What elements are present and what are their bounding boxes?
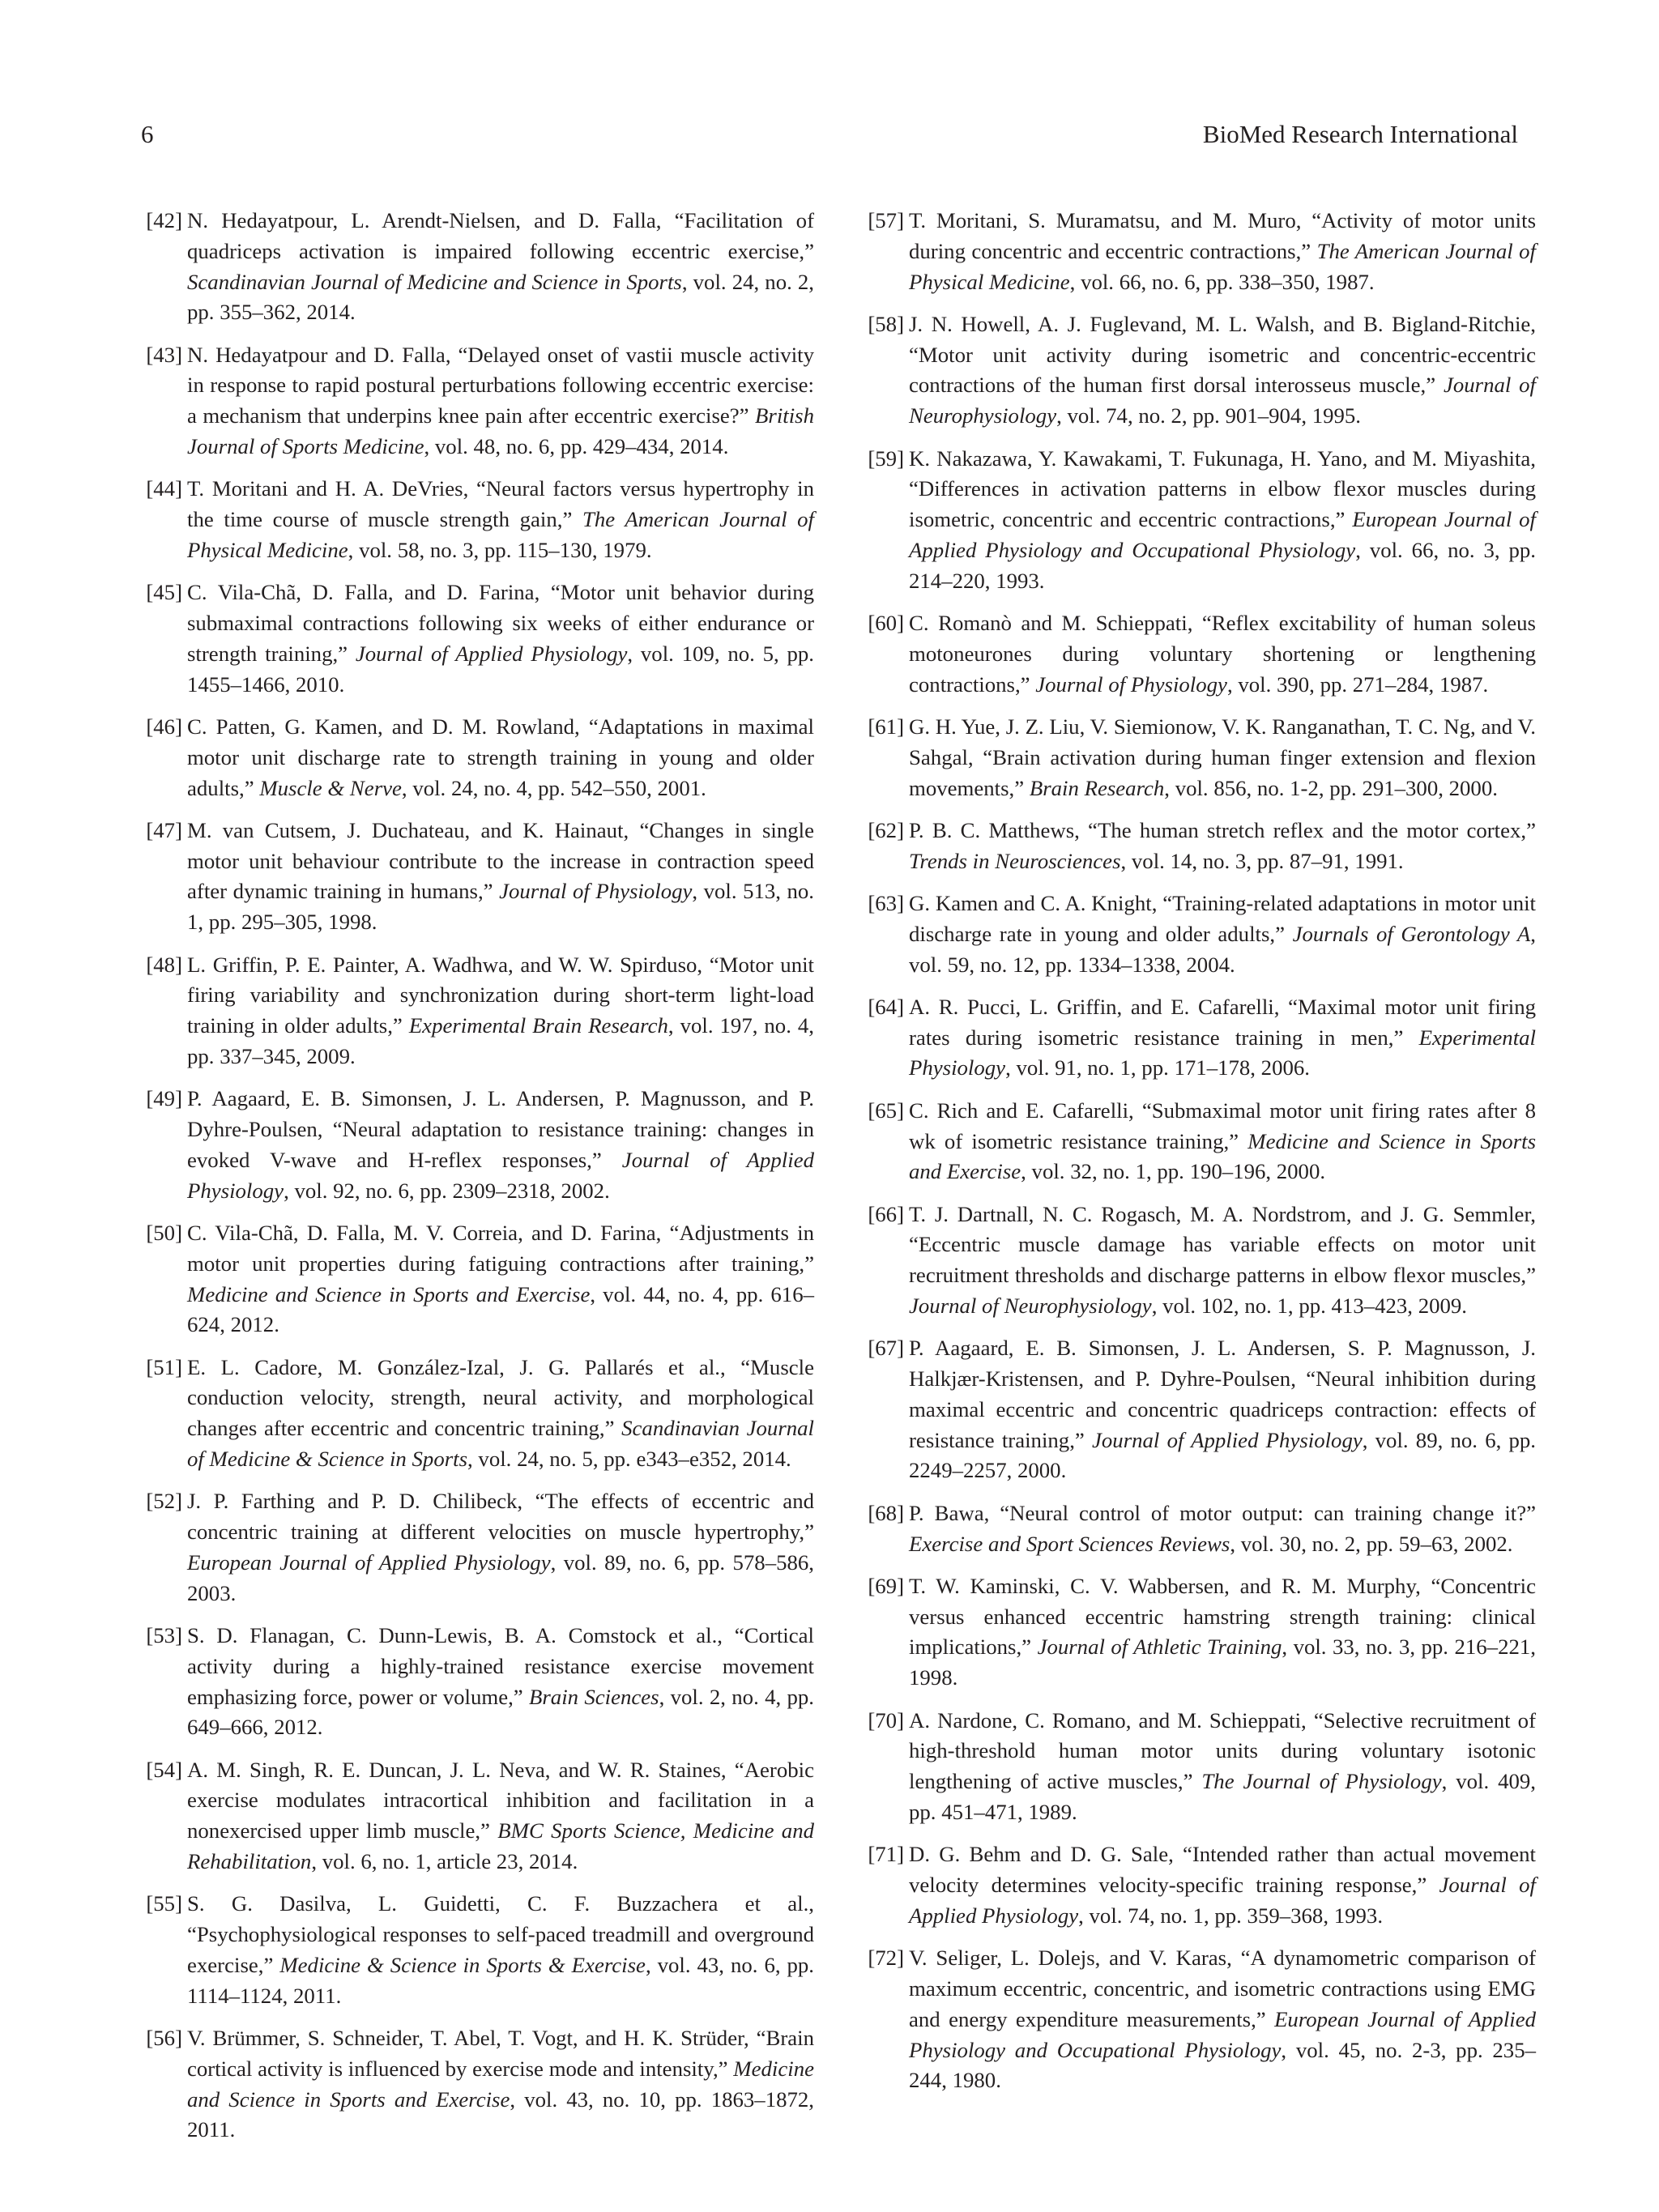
reference-number: [47]: [146, 817, 182, 842]
reference-details: , vol. 89, no. 6, pp. 578–586, 2003.: [187, 1549, 814, 1605]
reference-text: [187, 343, 814, 458]
reference-number: [54]: [146, 1757, 182, 1782]
reference-item: [857, 712, 1536, 803]
reference-number: [49]: [146, 1086, 182, 1111]
reference-authors-title: T. J. Dartnall, N. C. Rogasch, M. A. Nordstrom, and J. G. Semmler, “Eccentric muscle damage has variable effects on motor unit recruitment thresholds and discharge patterns in elbow flexor muscles,”: [909, 1201, 1536, 1288]
page-header: [141, 120, 1518, 156]
journal-name: BioMed Research International: [1202, 120, 1518, 148]
reference-text: [187, 1086, 814, 1202]
reference-details: , vol. 6, no. 1, article 23, 2014.: [311, 1849, 578, 1874]
reference-details: , vol. 32, no. 1, pp. 190–196, 2000.: [1021, 1159, 1326, 1184]
reference-item: [857, 1943, 1536, 2096]
reference-details: , vol. 856, no. 1-2, pp. 291–300, 2000.: [1164, 775, 1498, 800]
reference-authors-title: T. W. Kaminski, C. V. Wabbersen, and R. M. Murphy, “Concentric versus enhanced eccentric hamstring strength training: clinical implications,”: [909, 1573, 1536, 1660]
reference-details: , vol. 2, no. 4, pp. 649–666, 2012.: [187, 1684, 815, 1740]
reference-number: [64]: [868, 994, 904, 1019]
reference-details: , vol. 66, no. 6, pp. 338–350, 1987.: [1069, 269, 1375, 294]
reference-item: [135, 1889, 814, 2011]
reference-authors-title: N. Hedayatpour and D. Falla, “Delayed onset of vastii muscle activity in response to rapid postural perturbations following eccentric exercise: a mechanism that underpins knee pain after eccentric exercise?”: [187, 342, 814, 428]
reference-journal: European Journal of Applied Physiology and Occupational Physiology: [909, 507, 1537, 562]
reference-authors-title: P. Aagaard, E. B. Simonsen, J. L. Andersen, S. P. Magnusson, J. Halkjær-Kristensen, and P. Dyhre-Poulsen, “Neural inhibition during maximal eccentric and concentric quadriceps contraction: effects of resistance training,”: [909, 1336, 1536, 1452]
reference-item: [857, 1839, 1536, 1931]
reference-item: [857, 1571, 1536, 1694]
reference-text: [187, 2026, 814, 2142]
reference-item: [857, 608, 1536, 700]
reference-details: , vol. 89, no. 6, pp. 2249–2257, 2000.: [909, 1427, 1536, 1483]
reference-details: , vol. 409, pp. 451–471, 1989.: [909, 1769, 1536, 1824]
reference-item: [135, 340, 814, 462]
reference-journal: European Journal of Applied Physiology: [187, 1549, 551, 1575]
reference-details: , vol. 58, no. 3, pp. 115–130, 1979.: [348, 537, 652, 562]
reference-authors-title: C. Romanò and M. Schieppati, “Reflex excitability of human soleus motoneurones during voluntary shortening or lengthening contractions,”: [909, 611, 1536, 697]
reference-authors-title: C. Patten, G. Kamen, and D. M. Rowland, “Adaptations in maximal motor unit discharge rate to strength training in young and older adults,”: [187, 714, 814, 800]
reference-details: , vol. 24, no. 5, pp. e343–e352, 2014.: [467, 1446, 791, 1471]
reference-journal: Journal of Physiology: [1035, 671, 1227, 697]
reference-number: [68]: [868, 1500, 904, 1525]
reference-text: [187, 1221, 814, 1336]
reference-journal: Journal of Applied Physiology: [909, 1873, 1536, 1928]
reference-item: [135, 578, 814, 700]
reference-text: [909, 1946, 1536, 2092]
reference-authors-title: C. Vila-Chã, D. Falla, and D. Farina, “Motor unit behavior during submaximal contractions following six weeks of either endurance or strength training,”: [187, 580, 814, 666]
reference-authors-title: L. Griffin, P. E. Painter, A. Wadhwa, and W. W. Spirduso, “Motor unit firing variability and synchronization during short-term light-load training in older adults,”: [187, 952, 814, 1038]
reference-journal: Brain Research: [1029, 775, 1165, 800]
reference-item: [135, 1486, 814, 1609]
reference-number: [71]: [868, 1842, 904, 1867]
reference-number: [51]: [146, 1354, 182, 1379]
reference-item: [857, 1200, 1536, 1322]
reference-details: , vol. 30, no. 2, pp. 59–63, 2002.: [1230, 1531, 1513, 1556]
reference-number: [55]: [146, 1891, 182, 1916]
reference-item: [135, 712, 814, 803]
reference-item: [857, 1498, 1536, 1560]
reference-journal: The American Journal of Physical Medicine: [187, 507, 814, 562]
reference-journal: Experimental Brain Research: [408, 1013, 668, 1038]
reference-number: [52]: [146, 1489, 182, 1514]
reference-journal: Scandinavian Journal of Medicine & Science in Sports: [187, 1416, 814, 1471]
reference-number: [53]: [146, 1622, 182, 1647]
reference-number: [61]: [868, 714, 904, 739]
reference-details: , vol. 14, no. 3, pp. 87–91, 1991.: [1120, 848, 1404, 873]
reference-text: [187, 1623, 814, 1739]
reference-journal: Muscle & Nerve: [259, 775, 402, 800]
reference-journal: Journals of Gerontology A: [1292, 921, 1531, 946]
reference-authors-title: N. Hedayatpour, L. Arendt-Nielsen, and D. Falla, “Facilitation of quadriceps activation is impaired following eccentric exercise,”: [187, 208, 814, 263]
reference-item: [857, 444, 1536, 597]
reference-item: [857, 1333, 1536, 1486]
reference-journal: Trends in Neurosciences: [909, 848, 1121, 873]
reference-text: [187, 476, 814, 562]
reference-journal: Exercise and Sport Sciences Reviews: [909, 1531, 1230, 1556]
reference-details: , vol. 102, no. 1, pp. 413–423, 2009.: [1151, 1294, 1468, 1318]
reference-authors-title: S. D. Flanagan, C. Dunn-Lewis, B. A. Comstock et al., “Cortical activity during a highly-trained resistance exercise movement emphasizing force, power or volume,”: [187, 1622, 814, 1709]
reference-number: [67]: [868, 1336, 904, 1361]
reference-text: [187, 953, 814, 1068]
reference-number: [60]: [868, 611, 904, 636]
reference-journal: Scandinavian Journal of Medicine and Science in Sports: [187, 269, 682, 294]
reference-details: , vol. 48, no. 6, pp. 429–434, 2014.: [424, 434, 729, 459]
reference-number: [62]: [868, 817, 904, 842]
reference-details: , vol. 59, no. 12, pp. 1334–1338, 2004.: [909, 921, 1536, 977]
reference-number: [44]: [146, 476, 182, 501]
reference-item: [135, 1755, 814, 1877]
reference-journal: Journal of Applied Physiology: [355, 641, 628, 666]
reference-authors-title: S. G. Dasilva, L. Guidetti, C. F. Buzzachera et al., “Psychophysiological responses to self-paced treadmill and overground exercise,”: [187, 1891, 814, 1977]
reference-text: [909, 1098, 1536, 1184]
reference-authors-title: T. Moritani and H. A. DeVries, “Neural factors versus hypertrophy in the time course of muscle strength gain,”: [187, 476, 814, 532]
reference-item: [857, 992, 1536, 1084]
reference-authors-title: M. van Cutsem, J. Duchateau, and K. Hainaut, “Changes in single motor unit behaviour contribute to the increase in contraction speed after dynamic training in humans,”: [187, 817, 814, 904]
reference-item: [135, 816, 814, 938]
reference-text: [187, 1489, 814, 1605]
reference-number: [66]: [868, 1201, 904, 1226]
reference-details: , vol. 109, no. 5, pp. 1455–1466, 2010.: [187, 641, 815, 697]
reference-text: [909, 1202, 1536, 1318]
reference-number: [48]: [146, 952, 182, 977]
reference-text: [187, 818, 814, 934]
reference-details: , vol. 66, no. 3, pp. 214–220, 1993.: [909, 537, 1536, 593]
reference-authors-title: T. Moritani, S. Muramatsu, and M. Muro, “Activity of motor units during concentric and eccentric contractions,”: [909, 208, 1536, 263]
reference-item: [135, 1621, 814, 1743]
page-number: 6: [141, 120, 154, 148]
reference-details: , vol. 24, no. 4, pp. 542–550, 2001.: [401, 775, 706, 800]
reference-text: [909, 1574, 1536, 1690]
reference-text: [909, 714, 1536, 800]
reference-item: [857, 309, 1536, 432]
reference-details: , vol. 74, no. 1, pp. 359–368, 1993.: [1078, 1903, 1384, 1928]
reference-authors-title: P. B. C. Matthews, “The human stretch reflex and the motor cortex,”: [909, 817, 1536, 842]
reference-text: [187, 1758, 814, 1873]
reference-journal: Journal of Athletic Training: [1037, 1634, 1282, 1660]
reference-journal: Journal of Applied Physiology: [187, 1147, 814, 1203]
reference-number: [72]: [868, 1946, 904, 1971]
reference-item: [857, 206, 1536, 297]
reference-journal: British Journal of Sports Medicine: [187, 403, 814, 459]
reference-details: , vol. 43, no. 10, pp. 1863–1872, 2011.: [187, 2086, 815, 2142]
reference-number: [69]: [868, 1573, 904, 1598]
reference-journal: Medicine & Science in Sports & Exercise: [279, 1952, 646, 1977]
reference-text: [187, 714, 814, 800]
reference-item: [135, 1353, 814, 1475]
reference-journal: European Journal of Applied Physiology and Occupational Physiology: [909, 2006, 1536, 2062]
reference-number: [59]: [868, 445, 904, 471]
reference-text: [909, 818, 1536, 873]
reference-details: , vol. 390, pp. 271–284, 1987.: [1226, 671, 1489, 697]
reference-journal: Journal of Neurophysiology: [909, 373, 1537, 428]
reference-text: [909, 312, 1536, 428]
reference-details: , vol. 24, no. 2, pp. 355–362, 2014.: [187, 269, 814, 325]
reference-journal: Journal of Physiology: [499, 879, 693, 904]
reference-authors-title: K. Nakazawa, Y. Kawakami, T. Fukunaga, H. Yano, and M. Miyashita, “Differences in activation patterns in elbow flexor muscles during isometric, concentric and eccentric contractions,”: [909, 445, 1536, 532]
reference-number: [45]: [146, 580, 182, 605]
reference-item: [135, 206, 814, 328]
reference-journal: Medicine and Science in Sports and Exercise: [187, 1281, 591, 1306]
reference-number: [58]: [868, 311, 904, 336]
reference-number: [50]: [146, 1220, 182, 1245]
reference-text: [909, 611, 1536, 697]
reference-details: , vol. 197, no. 4, pp. 337–345, 2009.: [187, 1013, 814, 1068]
reference-number: [42]: [146, 208, 182, 232]
reference-text: [909, 1708, 1536, 1824]
reference-journal: Experimental Physiology: [909, 1025, 1536, 1080]
reference-authors-title: C. Vila-Chã, D. Falla, M. V. Correia, and D. Farina, “Adjustments in motor unit properties during fatiguing contractions after training,”: [187, 1220, 814, 1276]
reference-text: [187, 208, 814, 324]
reference-item: [135, 2023, 814, 2146]
reference-number: [56]: [146, 2026, 182, 2051]
reference-details: , vol. 43, no. 6, pp. 1114–1124, 2011.: [187, 1952, 815, 2008]
reference-number: [63]: [868, 890, 904, 915]
reference-item: [857, 816, 1536, 877]
reference-authors-title: A. M. Singh, R. E. Duncan, J. L. Neva, and W. R. Staines, “Aerobic exercise modulates intracortical inhibition and facilitation in a nonexercised upper limb muscle,”: [187, 1757, 814, 1843]
reference-authors-title: J. P. Farthing and P. D. Chilibeck, “The effects of eccentric and concentric training at different velocities on muscle hypertrophy,”: [187, 1489, 814, 1545]
reference-text: [909, 995, 1536, 1080]
reference-item: [857, 889, 1536, 980]
reference-number: [70]: [868, 1707, 904, 1733]
references-right-column: [857, 206, 1536, 2108]
reference-journal: Journal of Applied Physiology: [1092, 1427, 1363, 1452]
reference-journal: The Journal of Physiology: [1201, 1769, 1442, 1794]
reference-authors-title: A. R. Pucci, L. Griffin, and E. Cafarelli, “Maximal motor unit firing rates during isometric resistance training in men,”: [909, 994, 1536, 1050]
reference-journal: Brain Sciences: [529, 1684, 659, 1709]
reference-details: , vol. 74, no. 2, pp. 901–904, 1995.: [1056, 403, 1362, 428]
reference-authors-title: A. Nardone, C. Romano, and M. Schieppati, “Selective recruitment of high-threshold human motor units during voluntary isotonic lengthening of active muscles,”: [909, 1707, 1536, 1794]
reference-journal: Medicine and Science in Sports and Exercise: [187, 2056, 814, 2112]
reference-authors-title: V. Seliger, L. Dolejs, and V. Karas, “A dynamometric comparison of maximum eccentric, concentric, and isometric contractions using EMG and energy expenditure measurements,”: [909, 1946, 1536, 2031]
reference-item: [857, 1096, 1536, 1187]
reference-details: , vol. 45, no. 2-3, pp. 235–244, 1980.: [909, 2037, 1536, 2093]
reference-text: [187, 580, 814, 696]
reference-text: [909, 446, 1536, 593]
reference-authors-title: V. Brümmer, S. Schneider, T. Abel, T. Vogt, and H. K. Strüder, “Brain cortical activity is influenced by exercise mode and intensity,”: [187, 2026, 814, 2081]
reference-authors-title: G. Kamen and C. A. Knight, “Training-related adaptations in motor unit discharge rate in young and older adults,”: [909, 890, 1536, 946]
reference-journal: Medicine and Science in Sports and Exercise: [909, 1128, 1536, 1184]
reference-text: [909, 1842, 1536, 1928]
reference-authors-title: P. Aagaard, E. B. Simonsen, J. L. Andersen, P. Magnusson, and P. Dyhre-Poulsen, “Neural adaptation to resistance training: changes in evoked V-wave and H-reflex responses,”: [187, 1086, 814, 1172]
reference-text: [909, 891, 1536, 977]
reference-journal: BMC Sports Science, Medicine and Rehabilitation: [187, 1818, 814, 1874]
reference-authors-title: E. L. Cadore, M. González-Izal, J. G. Pallarés et al., “Muscle conduction velocity, strength, neural activity, and morphological changes after eccentric and concentric training,”: [187, 1354, 814, 1441]
reference-item: [135, 1218, 814, 1340]
reference-number: [65]: [868, 1097, 904, 1123]
reference-number: [43]: [146, 342, 182, 367]
reference-text: [187, 1355, 814, 1471]
reference-authors-title: G. H. Yue, J. Z. Liu, V. Siemionow, V. K. Ranganathan, T. C. Ng, and V. Sahgal, “Brain activation during human finger extension and flexion movements,”: [909, 714, 1536, 800]
reference-item: [135, 950, 814, 1072]
reference-text: [187, 1891, 814, 2007]
reference-details: , vol. 513, no. 1, pp. 295–305, 1998.: [187, 879, 814, 935]
reference-text: [909, 208, 1536, 294]
reference-authors-title: P. Bawa, “Neural control of motor output: can training change it?”: [909, 1500, 1536, 1525]
references-left-column: [135, 206, 814, 2158]
reference-journal: The American Journal of Physical Medicine: [909, 238, 1537, 294]
reference-authors-title: J. N. Howell, A. J. Fuglevand, M. L. Walsh, and B. Bigland-Ritchie, “Motor unit activity during isometric and concentric-eccentric contractions of the human first dorsal interosseus muscle,”: [909, 311, 1536, 398]
reference-text: [909, 1501, 1536, 1556]
reference-journal: Journal of Neurophysiology: [909, 1294, 1152, 1318]
reference-authors-title: C. Rich and E. Cafarelli, “Submaximal motor unit firing rates after 8 wk of isometric resistance training,”: [909, 1097, 1536, 1153]
reference-details: , vol. 44, no. 4, pp. 616–624, 2012.: [187, 1281, 815, 1337]
reference-authors-title: D. G. Behm and D. G. Sale, “Intended rather than actual movement velocity determines velocity-specific training response,”: [909, 1842, 1536, 1898]
reference-item: [135, 1084, 814, 1206]
reference-details: , vol. 33, no. 3, pp. 216–221, 1998.: [909, 1634, 1536, 1690]
reference-details: , vol. 91, no. 1, pp. 171–178, 2006.: [1005, 1055, 1310, 1080]
reference-item: [135, 474, 814, 565]
reference-text: [909, 1336, 1536, 1482]
reference-number: [57]: [868, 208, 904, 232]
reference-item: [857, 1706, 1536, 1828]
reference-details: , vol. 92, no. 6, pp. 2309–2318, 2002.: [284, 1178, 610, 1203]
reference-number: [46]: [146, 714, 182, 739]
